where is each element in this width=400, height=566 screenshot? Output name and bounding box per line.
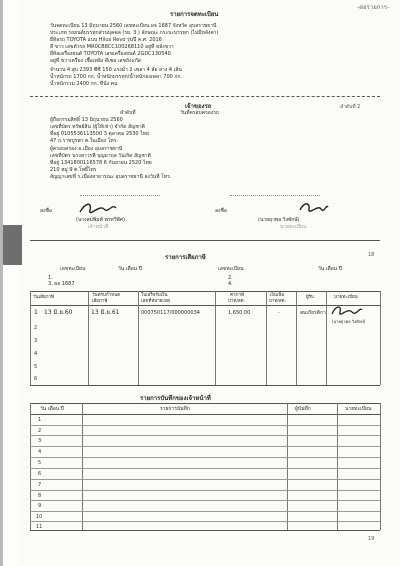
- tax-col-label-1: วันครบกำหนด: [92, 293, 121, 298]
- tax-note-1: 1.: [48, 275, 53, 281]
- tax-row-1-receipt: 000750117/000000034: [141, 310, 200, 316]
- tax-col-label-3b: บาท/สต.: [228, 299, 245, 304]
- tax-col-label-2: ใบเสร็จรับเงิน: [141, 293, 168, 298]
- record-row-index: 10: [36, 514, 43, 520]
- color-line: สี ขาว เลขตัวรถ MR0CB8CC100268110 อยู่ที่ หลังขวา: [50, 44, 174, 50]
- brand-engine-line: ยี่ห้อเครื่องยนต์ TOYOTA เลขเครื่องยนต์ 2GDC130540: [50, 51, 171, 57]
- officer-name-left: (นางสมพิมพ์ พรทวีพิศ): [76, 217, 125, 223]
- tax-row-1-due: 13 มิ.ย.61: [91, 309, 120, 316]
- record-table-bottom: [30, 530, 380, 531]
- record-col-label-0: วัน เดือน ปี: [40, 406, 64, 412]
- reg-type-line: ประเภท รถยนต์บรรทุกส่วนบุคคล (รย. 3 ) ลักษณะ กระบะบรรทุก (ไม่มีหลังคา): [50, 30, 219, 36]
- tax-col-6: [326, 291, 327, 385]
- signature-left: [78, 200, 118, 216]
- tax-note-4: 4.: [228, 281, 233, 287]
- owner-address-line-2: 47 ถ.ราชบูรพา ต.ในเมือง โทร.: [50, 138, 118, 144]
- tax-table-head-bottom: [30, 305, 380, 306]
- possessor-id-line: ที่อยู่ 1341800116578 6 กันยายน 2520 ไทย: [50, 160, 152, 166]
- sign-label-left: ลงชื่อ: [40, 208, 52, 214]
- record-row-line-4: [30, 457, 380, 458]
- fuel-line: อยู่ที่ ขวาเครื่อง เชื้อเพลิง ดีเซล เลขถังแก๊ส: [50, 58, 141, 64]
- record-row-line-3: [30, 446, 380, 447]
- record-row-line-9: [30, 511, 380, 512]
- record-row-line-6: [30, 479, 380, 480]
- page-number-mid: 18: [368, 252, 375, 258]
- owner-section-label: เจ้าของรถ: [185, 103, 212, 110]
- record-row-index: 5: [38, 460, 42, 466]
- record-row-index: 11: [36, 524, 43, 530]
- total-weight-line: น้ำหนักรวม 2400 กก. ที่นั่ง คน: [50, 81, 118, 87]
- record-row-index: 4: [38, 449, 42, 455]
- tax-row-1-tax: 1,650.00: [228, 310, 251, 316]
- tax-row-2-index: 2: [34, 325, 38, 331]
- record-col-label-3: นายทะเบียน: [345, 406, 372, 412]
- tax-row-3-index: 3: [34, 338, 38, 344]
- tax-col-3: [215, 291, 216, 385]
- officer-sign-line-left: [80, 195, 160, 196]
- record-section-title: รายการบันทึกของเจ้าหน้าที่: [140, 395, 211, 402]
- tax-note-3: 2.: [228, 275, 233, 281]
- tax-col-0: [30, 291, 31, 385]
- page-left-edge: [0, 0, 3, 566]
- tax-row-6-index: 6: [34, 376, 38, 382]
- record-row-index: 7: [38, 482, 42, 488]
- tax-col-label-2b: เลขที่หมายเหตุ: [141, 299, 170, 304]
- tax-col-7: [380, 291, 381, 385]
- quantity-line: จำนวน 4 สูบ 2393 ซีซี 150 แรงม้า 2 เพลา 4 ล้อ ยาง 4 เส้น: [50, 67, 182, 73]
- record-row-index: 2: [38, 428, 42, 434]
- possessor-address-line-2: สัญญาเลขที่ ร.เมืองสาธารณะ อุบลราชธานี ลงวันที่ โทร.: [50, 174, 172, 180]
- signature-right: [298, 200, 330, 216]
- tax-header-right-2: วัน เดือน ปี: [318, 266, 342, 272]
- page-number-bottom: 19: [368, 536, 375, 542]
- reg-date-line: วันจดทะเบียน 13 มิถุนายน 2560 เลขทะเบียน ผจ 1687 จังหวัด อุบลราชธานี: [50, 23, 217, 29]
- owner-address-line: ที่อยู่ 0105536113500 3 ตุลาคม 2530 ไทย: [50, 131, 149, 137]
- divider-2: [30, 240, 380, 241]
- officer-title-left: เจ้าหน้าที่: [88, 224, 109, 230]
- possessor-name-line: เลขที่บัตร นางสาวรพี บุญมากุล วันเกิด สัญชาติ: [50, 153, 151, 159]
- officer-title-right: นายทะเบียน: [280, 224, 307, 230]
- tax-row-5-index: 5: [34, 364, 38, 370]
- record-row-line-5: [30, 468, 380, 469]
- officer-sign-line-right: [230, 195, 320, 196]
- tax-header-right-1: เลขทะเบียน: [218, 266, 244, 272]
- record-row-line-2: [30, 435, 380, 436]
- tax-header-left-1: เลขทะเบียน: [60, 266, 86, 272]
- binder-clip-shadow: [0, 225, 22, 265]
- owner-id-line: เลขที่บัตร ทรัพย์สิน (ผู้ให้เช่า) จำกัด สัญชาติ: [50, 124, 145, 130]
- brand-line: ยี่ห้อรถ TOYOTA แบบ Hilux Revo รุ่นปี ค.ศ. 2016: [50, 37, 162, 43]
- tax-row-1-extra: -: [278, 310, 280, 316]
- tax-row-1-index: 1: [34, 309, 38, 316]
- tax-section-title: รายการเสียภาษี: [165, 254, 206, 261]
- tax-col-2: [138, 291, 139, 385]
- record-row-line-7: [30, 490, 380, 491]
- tax-header-left-2: วัน เดือน ปี: [118, 266, 142, 272]
- possessor-line: ผู้ครอบครอง อ.เมือง อุบลราชธานี: [50, 146, 123, 152]
- page-number-top: -ต่อรายการ-: [357, 4, 390, 11]
- tax-row-4-index: 4: [34, 351, 38, 357]
- owner-name-line: ผู้ถือกรรมสิทธิ์ 13 มิถุนายน 2560: [50, 117, 123, 123]
- section-title-details: รายการจดทะเบียน: [170, 11, 219, 18]
- possessor-address-line: 210 หมู่ 9 ต.โพธิ์ไทร: [50, 167, 97, 173]
- tax-row-1-date: 13 มิ.ย.60: [44, 309, 73, 316]
- weight-line: น้ำหนักรถ 1700 กก. น้ำหนักบรรทุก/น้ำหนักลงเพลา 700 กก.: [50, 74, 183, 80]
- tax-col-label-3: ค่าภาษี: [230, 293, 244, 298]
- tax-col-label-6: นายทะเบียน: [334, 295, 358, 300]
- owner-order-label: ลำดับที่: [120, 110, 136, 116]
- officer-name-right: (นายยุวพล วิงพักษ์): [258, 217, 300, 223]
- record-row-index: 9: [38, 503, 42, 509]
- record-row-index: 8: [38, 493, 42, 499]
- tax-table-bottom: [30, 385, 380, 386]
- tax-col-label-4b: บาท/สต.: [269, 299, 286, 304]
- record-row-index: 6: [38, 471, 42, 477]
- tax-table-top: [30, 291, 380, 292]
- tax-col-label-4: เงินเพิ่ม: [270, 293, 285, 298]
- tax-col-label-5: ผู้รับ: [306, 295, 314, 300]
- sign-label-right: ลงชื่อ: [215, 208, 227, 214]
- tax-col-label-0: วันเสียภาษี: [33, 295, 54, 300]
- record-col-4: [380, 403, 381, 530]
- record-col-label-1: รายการบันทึก: [160, 406, 190, 412]
- record-row-line-1: [30, 425, 380, 426]
- divider-1: [30, 96, 380, 97]
- owner-date-label: วันที่ครอบครองรถ: [180, 110, 219, 116]
- record-row-line-10: [30, 521, 380, 522]
- record-row-index: 1: [38, 417, 42, 423]
- tax-row-1-signer: สมเกียรติกา: [300, 310, 326, 316]
- record-col-label-2: ผู้บันทึก: [295, 406, 311, 412]
- tax-col-5: [296, 291, 297, 385]
- tax-row-1-officer: (นายยุวพล วิงพักษ์): [332, 319, 366, 324]
- tax-col-1: [88, 291, 89, 385]
- tax-note-2: 3. ผจ 1687: [48, 281, 75, 287]
- tax-col-label-1b: เสียภาษี: [92, 299, 108, 304]
- owner-seq: ลำดับที่ 2: [340, 104, 361, 110]
- record-row-index: 3: [38, 438, 42, 444]
- tax-col-4: [266, 291, 267, 385]
- tax-row-1-signature: [330, 304, 364, 318]
- record-row-line-8: [30, 500, 380, 501]
